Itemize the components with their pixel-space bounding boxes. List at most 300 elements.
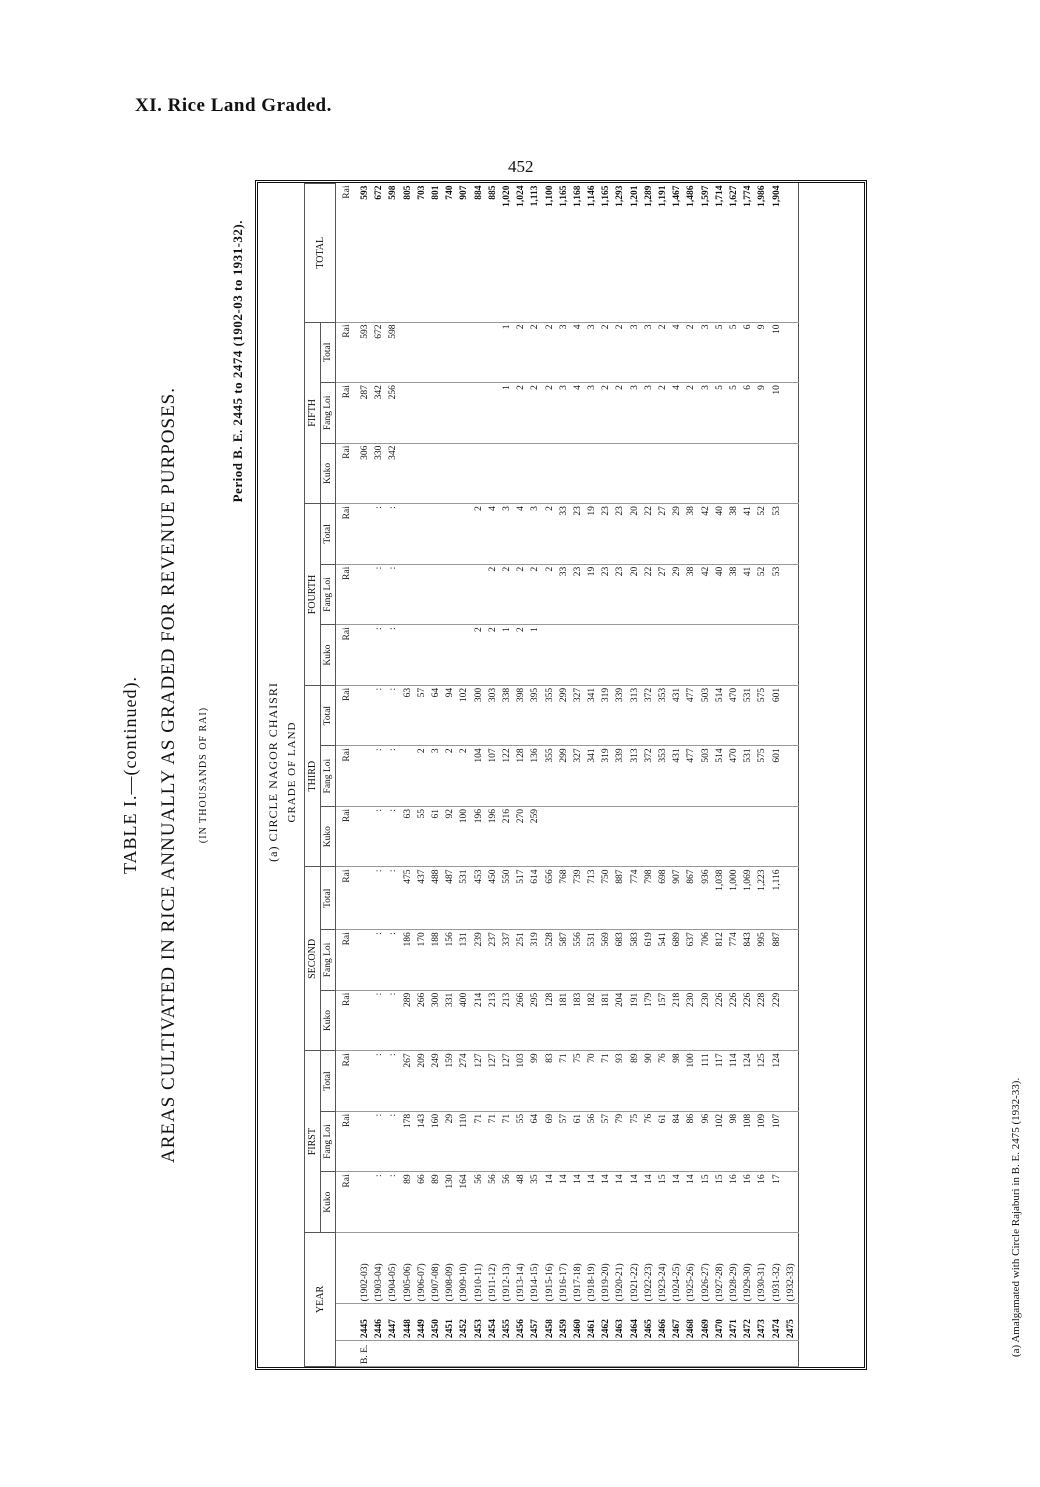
grand-total-cell: 1,289 xyxy=(642,184,656,323)
value-cell: 40 xyxy=(713,564,727,625)
value-cell: : xyxy=(372,564,386,625)
year-header: YEAR xyxy=(305,1232,336,1366)
value-cell: 213 xyxy=(500,990,514,1051)
value-cell: 48 xyxy=(514,1172,528,1233)
era-label xyxy=(755,1341,769,1367)
value-cell: : xyxy=(372,930,386,991)
value-cell: : xyxy=(372,1051,386,1112)
fourth-grade-header: FOURTH xyxy=(305,504,321,686)
value-cell xyxy=(358,1051,372,1112)
table-row xyxy=(613,184,627,1367)
table-row xyxy=(784,184,799,1367)
value-cell: 3 xyxy=(585,322,599,383)
value-cell: 143 xyxy=(415,1111,429,1172)
value-cell: 313 xyxy=(628,746,642,807)
value-cell: 1 xyxy=(500,383,514,444)
value-cell: 295 xyxy=(528,990,542,1051)
table-row xyxy=(557,184,571,1367)
sub-header-fang-loi: Fang Loi xyxy=(321,383,336,444)
value-cell: 306 xyxy=(358,443,372,504)
grand-total-cell: 1,293 xyxy=(613,184,627,323)
year-ad-cell: (1931-32) xyxy=(769,1232,783,1303)
value-cell: 128 xyxy=(514,746,528,807)
grand-total-cell: 1,100 xyxy=(542,184,556,323)
value-cell: 1,069 xyxy=(741,867,755,930)
unit-label: Rai xyxy=(336,443,359,504)
grand-total-cell: 1,020 xyxy=(500,184,514,323)
value-cell: 517 xyxy=(514,867,528,930)
value-cell: 683 xyxy=(613,930,627,991)
year-be-cell: 2454 xyxy=(486,1304,500,1341)
value-cell xyxy=(741,806,755,867)
value-cell: 9 xyxy=(755,322,769,383)
value-cell: 739 xyxy=(571,867,585,930)
grand-total-cell: 1,467 xyxy=(670,184,684,323)
value-cell: 71 xyxy=(599,1051,613,1112)
value-cell: 3 xyxy=(699,322,713,383)
value-cell xyxy=(401,564,415,625)
value-cell xyxy=(784,867,799,930)
value-cell: 164 xyxy=(457,1172,471,1233)
value-cell: 209 xyxy=(415,1051,429,1112)
value-cell: 774 xyxy=(727,930,741,991)
era-label xyxy=(571,1341,585,1367)
value-cell: 56 xyxy=(500,1172,514,1233)
era-label: B. E. xyxy=(358,1341,372,1367)
value-cell: 10 xyxy=(769,322,783,383)
value-cell xyxy=(784,322,799,383)
value-cell xyxy=(486,322,500,383)
value-cell: 395 xyxy=(528,685,542,746)
value-cell: 550 xyxy=(500,867,514,930)
value-cell: 287 xyxy=(358,383,372,444)
value-cell: 1,038 xyxy=(713,867,727,930)
table-row xyxy=(585,184,599,1367)
grand-total-cell: 703 xyxy=(415,184,429,323)
value-cell: 14 xyxy=(542,1172,556,1233)
value-cell: 89 xyxy=(401,1172,415,1233)
value-cell: 256 xyxy=(386,383,400,444)
value-cell xyxy=(542,443,556,504)
value-cell: : xyxy=(386,1051,400,1112)
value-cell: 23 xyxy=(613,504,627,565)
value-cell xyxy=(613,806,627,867)
value-cell: 299 xyxy=(557,685,571,746)
value-cell: 204 xyxy=(613,990,627,1051)
value-cell: 750 xyxy=(599,867,613,930)
value-cell: 503 xyxy=(699,685,713,746)
value-cell: 127 xyxy=(500,1051,514,1112)
unit-label: Rai xyxy=(336,504,359,565)
value-cell: 182 xyxy=(585,990,599,1051)
value-cell: 487 xyxy=(443,867,457,930)
value-cell xyxy=(472,322,486,383)
value-cell: 15 xyxy=(713,1172,727,1233)
value-cell: 124 xyxy=(741,1051,755,1112)
value-cell: 20 xyxy=(628,504,642,565)
value-cell: 160 xyxy=(429,1111,443,1172)
value-cell: 55 xyxy=(415,806,429,867)
value-cell xyxy=(613,443,627,504)
value-cell xyxy=(784,1051,799,1112)
value-cell: : xyxy=(372,625,386,686)
value-cell: 475 xyxy=(401,867,415,930)
year-ad-cell: (1930-31) xyxy=(755,1232,769,1303)
value-cell xyxy=(401,746,415,807)
value-cell xyxy=(457,625,471,686)
value-cell xyxy=(741,625,755,686)
value-cell: 14 xyxy=(613,1172,627,1233)
value-cell: 92 xyxy=(443,806,457,867)
year-be-cell: 2463 xyxy=(613,1304,627,1341)
value-cell: 52 xyxy=(755,504,769,565)
table-body xyxy=(336,184,799,1367)
value-cell: 226 xyxy=(713,990,727,1051)
value-cell: 3 xyxy=(585,383,599,444)
value-cell: 339 xyxy=(613,746,627,807)
value-cell: 431 xyxy=(670,685,684,746)
value-cell: 1 xyxy=(528,625,542,686)
year-be-cell: 2460 xyxy=(571,1304,585,1341)
value-cell: 56 xyxy=(486,1172,500,1233)
value-cell: : xyxy=(372,746,386,807)
sub-header-fang-loi: Fang Loi xyxy=(321,746,336,807)
fifth-grade-header: FIFTH xyxy=(305,322,321,504)
value-cell: 2 xyxy=(542,383,556,444)
value-cell: 124 xyxy=(769,1051,783,1112)
grand-total-cell: 1,714 xyxy=(713,184,727,323)
value-cell: 6 xyxy=(741,322,755,383)
value-cell xyxy=(358,990,372,1051)
value-cell xyxy=(443,383,457,444)
value-cell: 66 xyxy=(415,1172,429,1233)
value-cell: 1,000 xyxy=(727,867,741,930)
value-cell xyxy=(784,746,799,807)
value-cell: : xyxy=(386,625,400,686)
value-cell xyxy=(358,625,372,686)
value-cell: 41 xyxy=(741,564,755,625)
era-label xyxy=(699,1341,713,1367)
main-title: AREAS CULTIVATED IN RICE ANNUALLY AS GRADED FOR REVENUE PURPOSES. xyxy=(158,387,179,1164)
year-ad-cell: (1932-33) xyxy=(784,1232,799,1303)
grand-total-cell: 1,986 xyxy=(755,184,769,323)
value-cell: 111 xyxy=(699,1051,713,1112)
value-cell: 3 xyxy=(642,383,656,444)
value-cell: 259 xyxy=(528,806,542,867)
era-label xyxy=(401,1341,415,1367)
value-cell: 2 xyxy=(514,564,528,625)
value-cell xyxy=(784,383,799,444)
page-number: 452 xyxy=(508,157,534,176)
value-cell: 319 xyxy=(599,685,613,746)
year-be-cell: 2473 xyxy=(755,1304,769,1341)
value-cell: 355 xyxy=(542,746,556,807)
value-cell xyxy=(358,1111,372,1172)
value-cell: 33 xyxy=(557,504,571,565)
value-cell: 86 xyxy=(684,1111,698,1172)
value-cell xyxy=(415,504,429,565)
year-be-cell: 2462 xyxy=(599,1304,613,1341)
unit-row xyxy=(336,184,359,1367)
grand-total-cell: 884 xyxy=(472,184,486,323)
value-cell: 2 xyxy=(613,322,627,383)
grand-total-cell: 1,486 xyxy=(684,184,698,323)
value-cell: 9 xyxy=(755,383,769,444)
year-ad-cell: (1923-24) xyxy=(656,1232,670,1303)
era-label xyxy=(429,1341,443,1367)
value-cell: : xyxy=(386,806,400,867)
year-ad-cell: (1916-17) xyxy=(557,1232,571,1303)
value-cell xyxy=(727,625,741,686)
value-cell: 130 xyxy=(443,1172,457,1233)
sub-header-total: Total xyxy=(321,322,336,383)
grand-total-cell: 1,627 xyxy=(727,184,741,323)
value-cell: 768 xyxy=(557,867,571,930)
year-ad-cell: (1914-15) xyxy=(528,1232,542,1303)
value-cell xyxy=(784,504,799,565)
value-cell: 56 xyxy=(472,1172,486,1233)
value-cell: 94 xyxy=(443,685,457,746)
value-cell: 3 xyxy=(628,322,642,383)
value-cell: 337 xyxy=(500,930,514,991)
value-cell xyxy=(429,504,443,565)
era-label xyxy=(514,1341,528,1367)
value-cell: 159 xyxy=(443,1051,457,1112)
value-cell xyxy=(684,806,698,867)
value-cell: 2 xyxy=(500,564,514,625)
value-cell: 3 xyxy=(642,322,656,383)
value-cell xyxy=(670,806,684,867)
year-ad-cell: (1924-25) xyxy=(670,1232,684,1303)
value-cell xyxy=(457,383,471,444)
year-be-cell: 2453 xyxy=(472,1304,486,1341)
value-cell: 131 xyxy=(457,930,471,991)
value-cell xyxy=(358,564,372,625)
unit-label: Rai xyxy=(336,184,359,323)
first-grade-header: FIRST xyxy=(305,1051,321,1233)
value-cell: 104 xyxy=(472,746,486,807)
value-cell: 267 xyxy=(401,1051,415,1112)
era-label xyxy=(415,1341,429,1367)
year-ad-cell: (1908-09) xyxy=(443,1232,457,1303)
value-cell xyxy=(358,746,372,807)
value-cell: 14 xyxy=(585,1172,599,1233)
value-cell: 531 xyxy=(585,930,599,991)
grand-total-cell: 1,774 xyxy=(741,184,755,323)
grand-total-cell: 1,024 xyxy=(514,184,528,323)
value-cell xyxy=(486,443,500,504)
value-cell: 331 xyxy=(443,990,457,1051)
value-cell: 93 xyxy=(613,1051,627,1112)
value-cell xyxy=(755,443,769,504)
unit-label: Rai xyxy=(336,746,359,807)
section-heading: XI. Rice Land Graded. xyxy=(135,95,332,116)
value-cell: 327 xyxy=(571,685,585,746)
value-cell xyxy=(769,443,783,504)
value-cell: 4 xyxy=(571,322,585,383)
year-be-cell: 2455 xyxy=(500,1304,514,1341)
value-cell: 41 xyxy=(741,504,755,565)
value-cell: 1,116 xyxy=(769,867,783,930)
value-cell: 100 xyxy=(457,806,471,867)
unit-label: Rai xyxy=(336,930,359,991)
table-row xyxy=(472,184,486,1367)
value-cell: 14 xyxy=(628,1172,642,1233)
table-row xyxy=(741,184,755,1367)
value-cell: 5 xyxy=(727,383,741,444)
value-cell xyxy=(401,383,415,444)
year-be-cell: 2456 xyxy=(514,1304,528,1341)
value-cell: 313 xyxy=(628,685,642,746)
value-cell xyxy=(358,930,372,991)
value-cell: 64 xyxy=(528,1111,542,1172)
value-cell: 2 xyxy=(472,504,486,565)
year-ad-cell: (1912-13) xyxy=(500,1232,514,1303)
value-cell: 27 xyxy=(656,564,670,625)
year-be-cell: 2475 xyxy=(784,1304,799,1341)
value-cell: 10 xyxy=(769,383,783,444)
value-cell: 995 xyxy=(755,930,769,991)
grand-total-cell: 672 xyxy=(372,184,386,323)
value-cell: 541 xyxy=(656,930,670,991)
value-cell xyxy=(429,443,443,504)
value-cell: 531 xyxy=(741,746,755,807)
value-cell: 2 xyxy=(599,322,613,383)
value-cell: 867 xyxy=(684,867,698,930)
value-cell: 107 xyxy=(769,1111,783,1172)
value-cell: 226 xyxy=(741,990,755,1051)
value-cell: 127 xyxy=(486,1051,500,1112)
value-cell: 289 xyxy=(401,990,415,1051)
table-row xyxy=(514,184,528,1367)
value-cell: : xyxy=(372,1172,386,1233)
year-ad-cell: (1920-21) xyxy=(613,1232,627,1303)
value-cell: 29 xyxy=(670,504,684,565)
value-cell: 216 xyxy=(500,806,514,867)
value-cell: 14 xyxy=(557,1172,571,1233)
value-cell: 619 xyxy=(642,930,656,991)
year-ad-cell: (1902-03) xyxy=(358,1232,372,1303)
year-be-cell: 2474 xyxy=(769,1304,783,1341)
year-ad-cell: (1917-18) xyxy=(571,1232,585,1303)
value-cell xyxy=(401,322,415,383)
era-label xyxy=(727,1341,741,1367)
value-cell: 53 xyxy=(769,564,783,625)
value-cell xyxy=(599,443,613,504)
year-be-cell: 2467 xyxy=(670,1304,684,1341)
year-be-cell: 2458 xyxy=(542,1304,556,1341)
value-cell: 29 xyxy=(670,564,684,625)
value-cell: 1,223 xyxy=(755,867,769,930)
grand-total-cell: 598 xyxy=(386,184,400,323)
value-cell: 3 xyxy=(557,322,571,383)
value-cell: 514 xyxy=(713,746,727,807)
value-cell xyxy=(656,625,670,686)
value-cell: 2 xyxy=(542,322,556,383)
value-cell: 1 xyxy=(500,322,514,383)
value-cell: 2 xyxy=(514,383,528,444)
value-cell: 63 xyxy=(401,685,415,746)
value-cell: : xyxy=(372,806,386,867)
grand-total-cell: 1,168 xyxy=(571,184,585,323)
grand-total-header: TOTAL xyxy=(305,184,336,323)
value-cell xyxy=(472,443,486,504)
year-be-cell: 2446 xyxy=(372,1304,386,1341)
value-cell: 61 xyxy=(571,1111,585,1172)
value-cell xyxy=(599,806,613,867)
value-cell xyxy=(500,443,514,504)
era-label xyxy=(542,1341,556,1367)
value-cell xyxy=(429,383,443,444)
year-ad-cell: (1921-22) xyxy=(628,1232,642,1303)
value-cell xyxy=(656,806,670,867)
value-cell: 431 xyxy=(670,746,684,807)
table-row xyxy=(358,184,372,1367)
value-cell: 4 xyxy=(571,383,585,444)
value-cell: 23 xyxy=(599,564,613,625)
value-cell: 355 xyxy=(542,685,556,746)
era-label xyxy=(642,1341,656,1367)
year-be-cell: 2448 xyxy=(401,1304,415,1341)
value-cell xyxy=(571,806,585,867)
year-ad-cell: (1905-06) xyxy=(401,1232,415,1303)
value-cell: 20 xyxy=(628,564,642,625)
value-cell: 40 xyxy=(713,504,727,565)
table-row xyxy=(684,184,698,1367)
sub-header-fang-loi: Fang Loi xyxy=(321,1111,336,1172)
value-cell: 372 xyxy=(642,746,656,807)
value-cell: 3 xyxy=(528,504,542,565)
value-cell: 2 xyxy=(528,564,542,625)
grand-total-cell: 1,165 xyxy=(599,184,613,323)
value-cell xyxy=(741,443,755,504)
value-cell: 56 xyxy=(585,1111,599,1172)
value-cell: 23 xyxy=(571,504,585,565)
value-cell: 338 xyxy=(500,685,514,746)
value-cell xyxy=(514,443,528,504)
era-label xyxy=(656,1341,670,1367)
era-label xyxy=(769,1341,783,1367)
value-cell: 90 xyxy=(642,1051,656,1112)
value-cell: 2 xyxy=(528,383,542,444)
value-cell: 330 xyxy=(372,443,386,504)
value-cell xyxy=(415,564,429,625)
value-cell: 57 xyxy=(599,1111,613,1172)
value-cell: 228 xyxy=(755,990,769,1051)
year-be-cell: 2451 xyxy=(443,1304,457,1341)
value-cell: : xyxy=(386,990,400,1051)
year-ad-cell: (1911-12) xyxy=(486,1232,500,1303)
value-cell: 798 xyxy=(642,867,656,930)
value-cell xyxy=(670,443,684,504)
value-cell: 42 xyxy=(699,564,713,625)
value-cell: 342 xyxy=(372,383,386,444)
table-row xyxy=(628,184,642,1367)
value-cell: 2 xyxy=(599,383,613,444)
value-cell xyxy=(713,625,727,686)
unit-label: Rai xyxy=(336,322,359,383)
value-cell: 38 xyxy=(684,564,698,625)
units-note: (IN THOUSANDS OF RAI) xyxy=(198,706,209,844)
value-cell: 33 xyxy=(557,564,571,625)
value-cell: 672 xyxy=(372,322,386,383)
value-cell xyxy=(699,625,713,686)
value-cell: 76 xyxy=(642,1111,656,1172)
value-cell: 188 xyxy=(429,930,443,991)
value-cell xyxy=(358,504,372,565)
value-cell: 14 xyxy=(642,1172,656,1233)
table-row xyxy=(769,184,783,1367)
